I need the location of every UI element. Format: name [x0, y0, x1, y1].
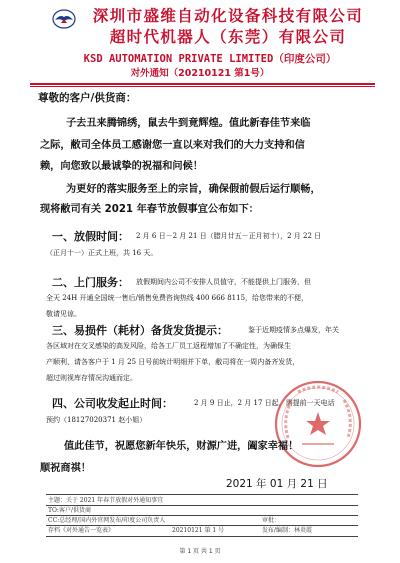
footer-to: TO:客户/供货商	[48, 507, 91, 514]
section-line: 产顺利，请各客户于 1 月 25 日号前统计明细并下单，敝司将在一周内备齐发货，	[46, 358, 300, 366]
section-line: 鉴于近期疫情多点爆发，年关	[248, 326, 339, 334]
company-name-en: KSD AUTOMATION PRIVATE LIMITED（印度公司）	[83, 53, 337, 65]
section-label-service: 二、上门服务：	[52, 276, 129, 289]
footer-rule	[46, 505, 358, 506]
footer-rule-top	[46, 494, 358, 495]
section-line: 2 月 9 日止，2 月 17 日起，需提前一天电话	[194, 399, 335, 407]
document-number: 对外通知（20210121 第1号）	[130, 68, 270, 79]
intro-line-1: 子去丑来腾锦绣，鼠去牛到竟辉煌。值此新春佳节来临	[66, 118, 311, 129]
header-rule-thin	[30, 86, 375, 87]
purpose-line-1: 为更好的落实服务至上的宗旨，确保假前假后运行顺畅，	[66, 184, 321, 195]
section-label-parts: 三、易损件（耗材）备货发货提示：	[52, 324, 228, 337]
section-line: 超过则视库存情况沟通而定。	[46, 374, 137, 382]
intro-line-3: 赖，向您致以最诚挚的祝福和问候！	[40, 161, 203, 172]
section-line: 放假期间内公司不安排人员值守，不能提供上门服务，但	[136, 278, 311, 286]
closing-regards: 顺祝商祺！	[40, 463, 91, 474]
section-label-shipping: 四、公司收发起止时间：	[52, 397, 173, 410]
section-line: （正月十一）正式上班，共 16 天。	[46, 249, 158, 257]
section-line: 预约（18127020371 赵小姐）	[46, 416, 147, 424]
footer-drafter: 发布/编制：林炎霞	[262, 527, 313, 534]
page-number: 第 1 页 共 1 页	[179, 548, 221, 555]
footer-rule-bottom	[46, 536, 358, 537]
purpose-line-2: 现将敝司有关 2021 年春节放假事宜公布如下：	[40, 204, 259, 215]
notice-date: 2021 年 01 月 21 日	[226, 478, 328, 490]
section-line: 全天 24H 开通全国统一售后/销售免费咨询热线 400 666 8115，给您带来的不便，	[46, 294, 309, 302]
footer-doc-ref: 20210121 第 1 号	[172, 527, 225, 534]
closing-wish: 值此佳节，祝愿您新年快乐，财源广进，阖家幸福！	[64, 441, 299, 452]
company-logo-icon	[52, 8, 76, 30]
header-rule-thick	[30, 83, 375, 85]
footer-cc: CC:总经理/国内外官网发布/印度公司负责人	[48, 517, 166, 524]
section-line: 敬请见谅。	[46, 310, 81, 318]
company-seal-icon	[272, 378, 364, 470]
greeting: 尊敬的客户/供货商：	[38, 92, 137, 104]
intro-line-2: 之际，敝司全体员工感谢您一直以来对我们的大力支持和信	[40, 140, 305, 151]
company-name-2: 超时代机器人（东莞）有限公司	[109, 27, 347, 46]
footer-subject: 主题：关于 2021 年春节放假对外通知事宜	[48, 497, 164, 504]
section-line: 各区域对在交叉感染的高发风险，给各工厂员工返程增加了不确定性，为确保生	[46, 342, 291, 350]
footer-approver: 审批：	[262, 517, 281, 524]
footer-archive: 存档《对外通告一览表》	[48, 527, 115, 534]
section-label-holiday: 一、放假时间：	[52, 230, 129, 243]
company-name-1: 深圳市盛维自动化设备科技有限公司	[92, 6, 364, 25]
section-line: 2 月 6 日－2 月 21 日（腊月廿五－正月初十），2 月 22 日	[136, 232, 322, 240]
